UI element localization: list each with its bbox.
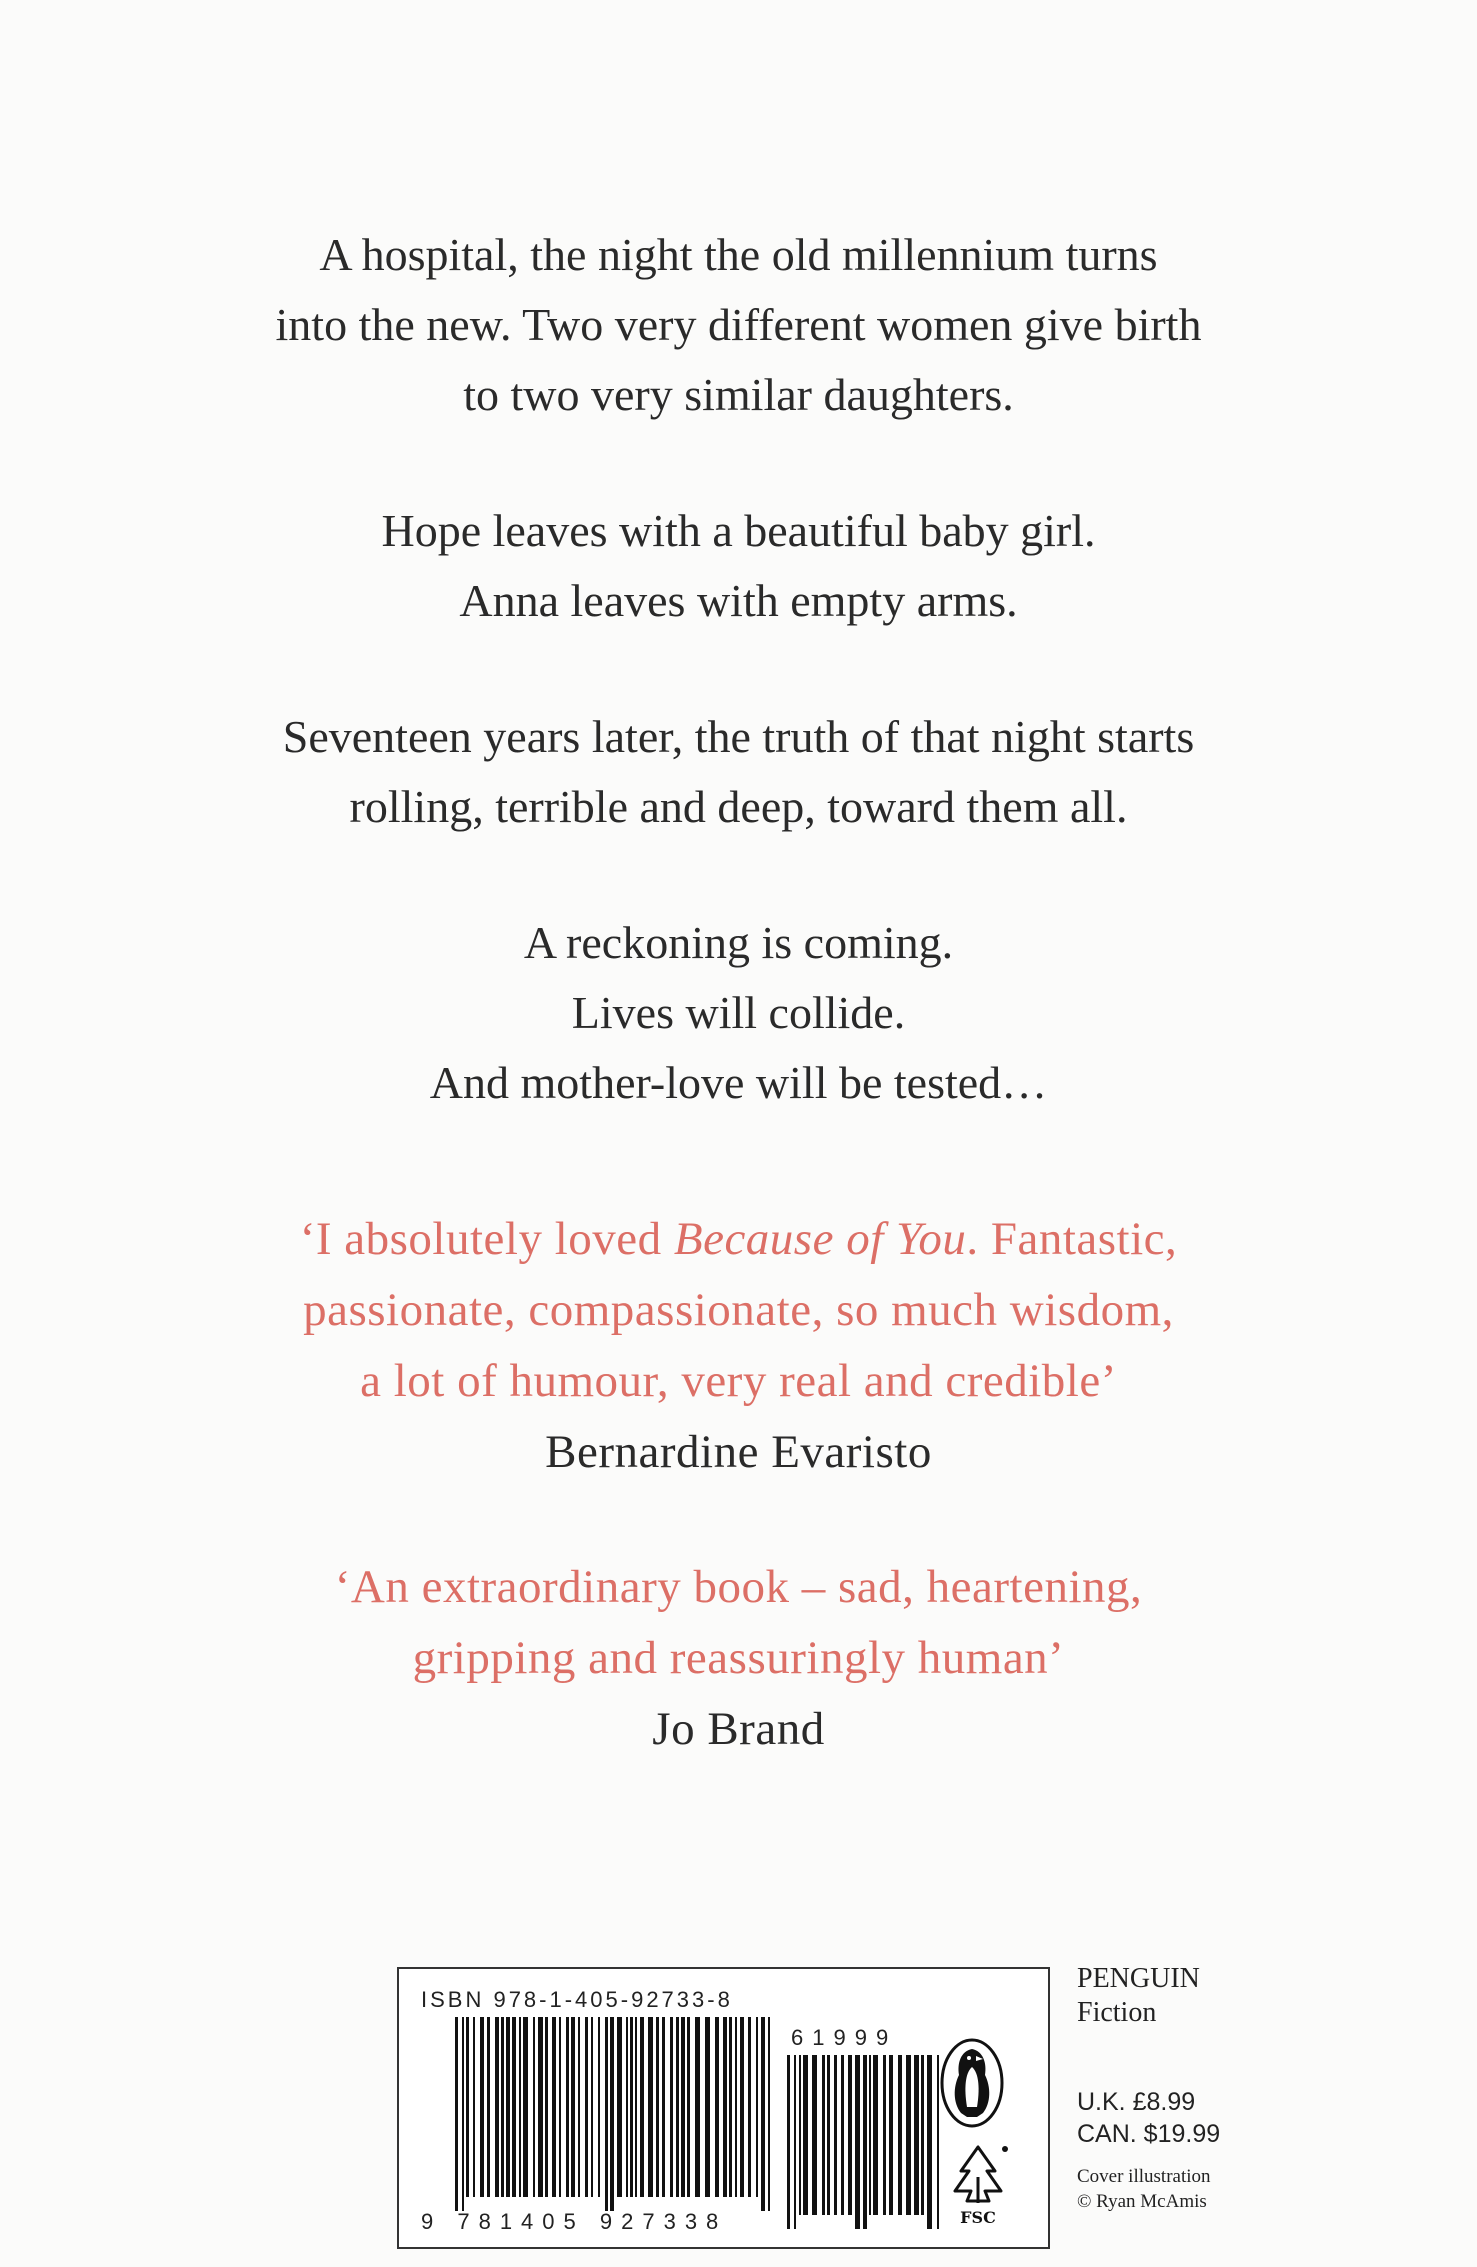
barcode-bar: [756, 2017, 758, 2197]
barcode-bar: [695, 2017, 700, 2197]
barcode-panel: [397, 1967, 1050, 2249]
barcode-bar: [705, 2017, 710, 2197]
cover-credit: [1077, 2164, 1211, 2214]
barcode-bar: [501, 2017, 504, 2197]
barcode-bar: [578, 2017, 580, 2197]
publisher-category: Fiction: [1077, 1997, 1157, 2028]
barcode-bar: [803, 2055, 808, 2215]
barcode-bar: [822, 2055, 825, 2215]
barcode-bar: [834, 2055, 837, 2215]
main-barcode: [455, 2017, 775, 2211]
barcode-bar: [873, 2055, 878, 2215]
barcode-bar: [863, 2055, 867, 2229]
barcode-bar: [591, 2017, 593, 2197]
barcode-bar: [869, 2055, 871, 2215]
quote-post: . Fantastic,: [966, 1213, 1178, 1265]
barcode-bar: [656, 2017, 659, 2197]
quote-line: gripping and reassuringly human’: [412, 1632, 1065, 1684]
barcode-bar: [855, 2055, 860, 2229]
barcode-bar: [883, 2055, 886, 2215]
quote-text: [0, 1204, 1477, 1417]
barcode-bar: [523, 2017, 528, 2197]
barcode-bar: [827, 2055, 830, 2215]
barcode-bar: [761, 2017, 765, 2211]
barcode-bar: [799, 2055, 801, 2215]
barcode-bar: [585, 2017, 588, 2197]
barcode-bar: [740, 2017, 744, 2197]
quote-line: a lot of humour, very real and credible’: [360, 1355, 1117, 1407]
blurb-line: into the new. Two very different women give birth: [275, 299, 1202, 350]
barcode-bar: [812, 2055, 817, 2215]
barcode-bar: [617, 2017, 622, 2197]
barcode-bar: [927, 2055, 932, 2229]
barcode-bar: [687, 2017, 690, 2197]
quote-line: ‘An extraordinary book – sad, heartening,: [334, 1561, 1143, 1613]
barcode-bar: [848, 2055, 852, 2215]
blurb-line: Anna leaves with empty arms.: [459, 575, 1018, 626]
price-block: [1077, 2086, 1220, 2150]
blurb-line: to two very similar daughters.: [463, 369, 1014, 420]
barcode-bar: [610, 2017, 614, 2211]
barcode-bar: [914, 2055, 919, 2215]
quote-text: [0, 1552, 1477, 1694]
addon-barcode: [787, 2055, 942, 2229]
barcode-bar: [640, 2017, 644, 2197]
barcode-bar: [566, 2017, 569, 2197]
barcode-bar: [635, 2017, 637, 2197]
barcode-bar: [605, 2017, 608, 2211]
barcode-bar: [906, 2055, 911, 2215]
barcode-bar: [794, 2055, 796, 2229]
barcode-bar: [512, 2017, 516, 2197]
barcode-bar: [480, 2017, 484, 2197]
barcode-bar: [748, 2017, 751, 2197]
barcode-bar: [559, 2017, 561, 2197]
barcode-bar: [648, 2017, 653, 2197]
barcode-bar: [768, 2017, 770, 2211]
barcode-bar: [455, 2017, 458, 2211]
barcode-bar: [681, 2017, 685, 2197]
publisher-block: [1077, 1962, 1200, 2030]
review-quote-evaristo: [0, 1204, 1477, 1488]
review-quote-brand: [0, 1552, 1477, 1765]
penguin-icon: [939, 2037, 1005, 2129]
book-title: Because of You: [673, 1213, 967, 1265]
barcode-bar: [538, 2017, 543, 2197]
barcode-bar: [841, 2055, 844, 2215]
blurb-paragraph-1: [0, 220, 1477, 430]
barcode-bar: [545, 2017, 548, 2197]
barcode-bar: [715, 2017, 719, 2197]
barcode-bar: [630, 2017, 633, 2197]
barcode-bar: [495, 2017, 499, 2197]
barcode-bar: [723, 2017, 727, 2197]
blurb-paragraph-2: [0, 496, 1477, 636]
addon-digits: 61999: [791, 2025, 898, 2050]
blurb-line: A reckoning is coming.: [523, 917, 954, 968]
barcode-bar: [787, 2055, 790, 2229]
credit-line: © Ryan McAmis: [1077, 2191, 1207, 2212]
price-uk: U.K. £8.99: [1077, 2088, 1196, 2116]
isbn-label: ISBN 978-1-405-92733-8: [421, 1987, 733, 2012]
quote-author: Bernardine Evaristo: [545, 1426, 932, 1478]
blurb-paragraph-3: [0, 702, 1477, 842]
fsc-icon: [947, 2141, 1009, 2227]
blurb-line: rolling, terrible and deep, toward them all.: [349, 781, 1128, 832]
barcode-bar: [552, 2017, 556, 2197]
blurb-line: Lives will collide.: [571, 987, 906, 1038]
barcode-bar: [487, 2017, 490, 2197]
barcode-bar: [735, 2017, 737, 2197]
barcode-bar: [676, 2017, 679, 2197]
barcode-bar: [506, 2017, 510, 2197]
barcode-bar: [466, 2017, 469, 2197]
quote-pre: ‘I absolutely loved: [299, 1213, 674, 1265]
barcode-bar: [898, 2055, 902, 2215]
quote-author: Jo Brand: [652, 1703, 825, 1755]
barcode-bar: [598, 2017, 600, 2197]
barcode-bar: [533, 2017, 535, 2197]
barcode-bar: [519, 2017, 521, 2197]
quote-line: passionate, compassionate, so much wisdom,: [303, 1284, 1174, 1336]
publisher-name: PENGUIN: [1077, 1963, 1200, 1994]
barcode-bar: [670, 2017, 673, 2197]
barcode-bar: [729, 2017, 732, 2197]
blurb-line: A hospital, the night the old millennium turns: [319, 229, 1158, 280]
barcode-bar: [662, 2017, 665, 2197]
barcode-bar: [626, 2017, 628, 2197]
blurb-paragraph-4: [0, 908, 1477, 1118]
credit-line: Cover illustration: [1077, 2166, 1211, 2187]
blurb-line: Seventeen years later, the truth of that night starts: [282, 711, 1195, 762]
barcode-bar: [889, 2055, 893, 2215]
barcode-bar: [462, 2017, 464, 2211]
fsc-label: FSC: [960, 2208, 996, 2227]
barcode-bar: [571, 2017, 575, 2197]
barcode-bar: [921, 2055, 924, 2215]
barcode-digits: 9 781405 927338: [421, 2209, 728, 2234]
price-can: CAN. $19.99: [1077, 2120, 1221, 2148]
blurb-line: And mother-love will be tested…: [429, 1057, 1048, 1108]
barcode-bar: [473, 2017, 475, 2197]
quote-line: [0, 1204, 1477, 1275]
back-cover-blurb: [0, 220, 1477, 1829]
blurb-line: Hope leaves with a beautiful baby girl.: [381, 505, 1096, 556]
